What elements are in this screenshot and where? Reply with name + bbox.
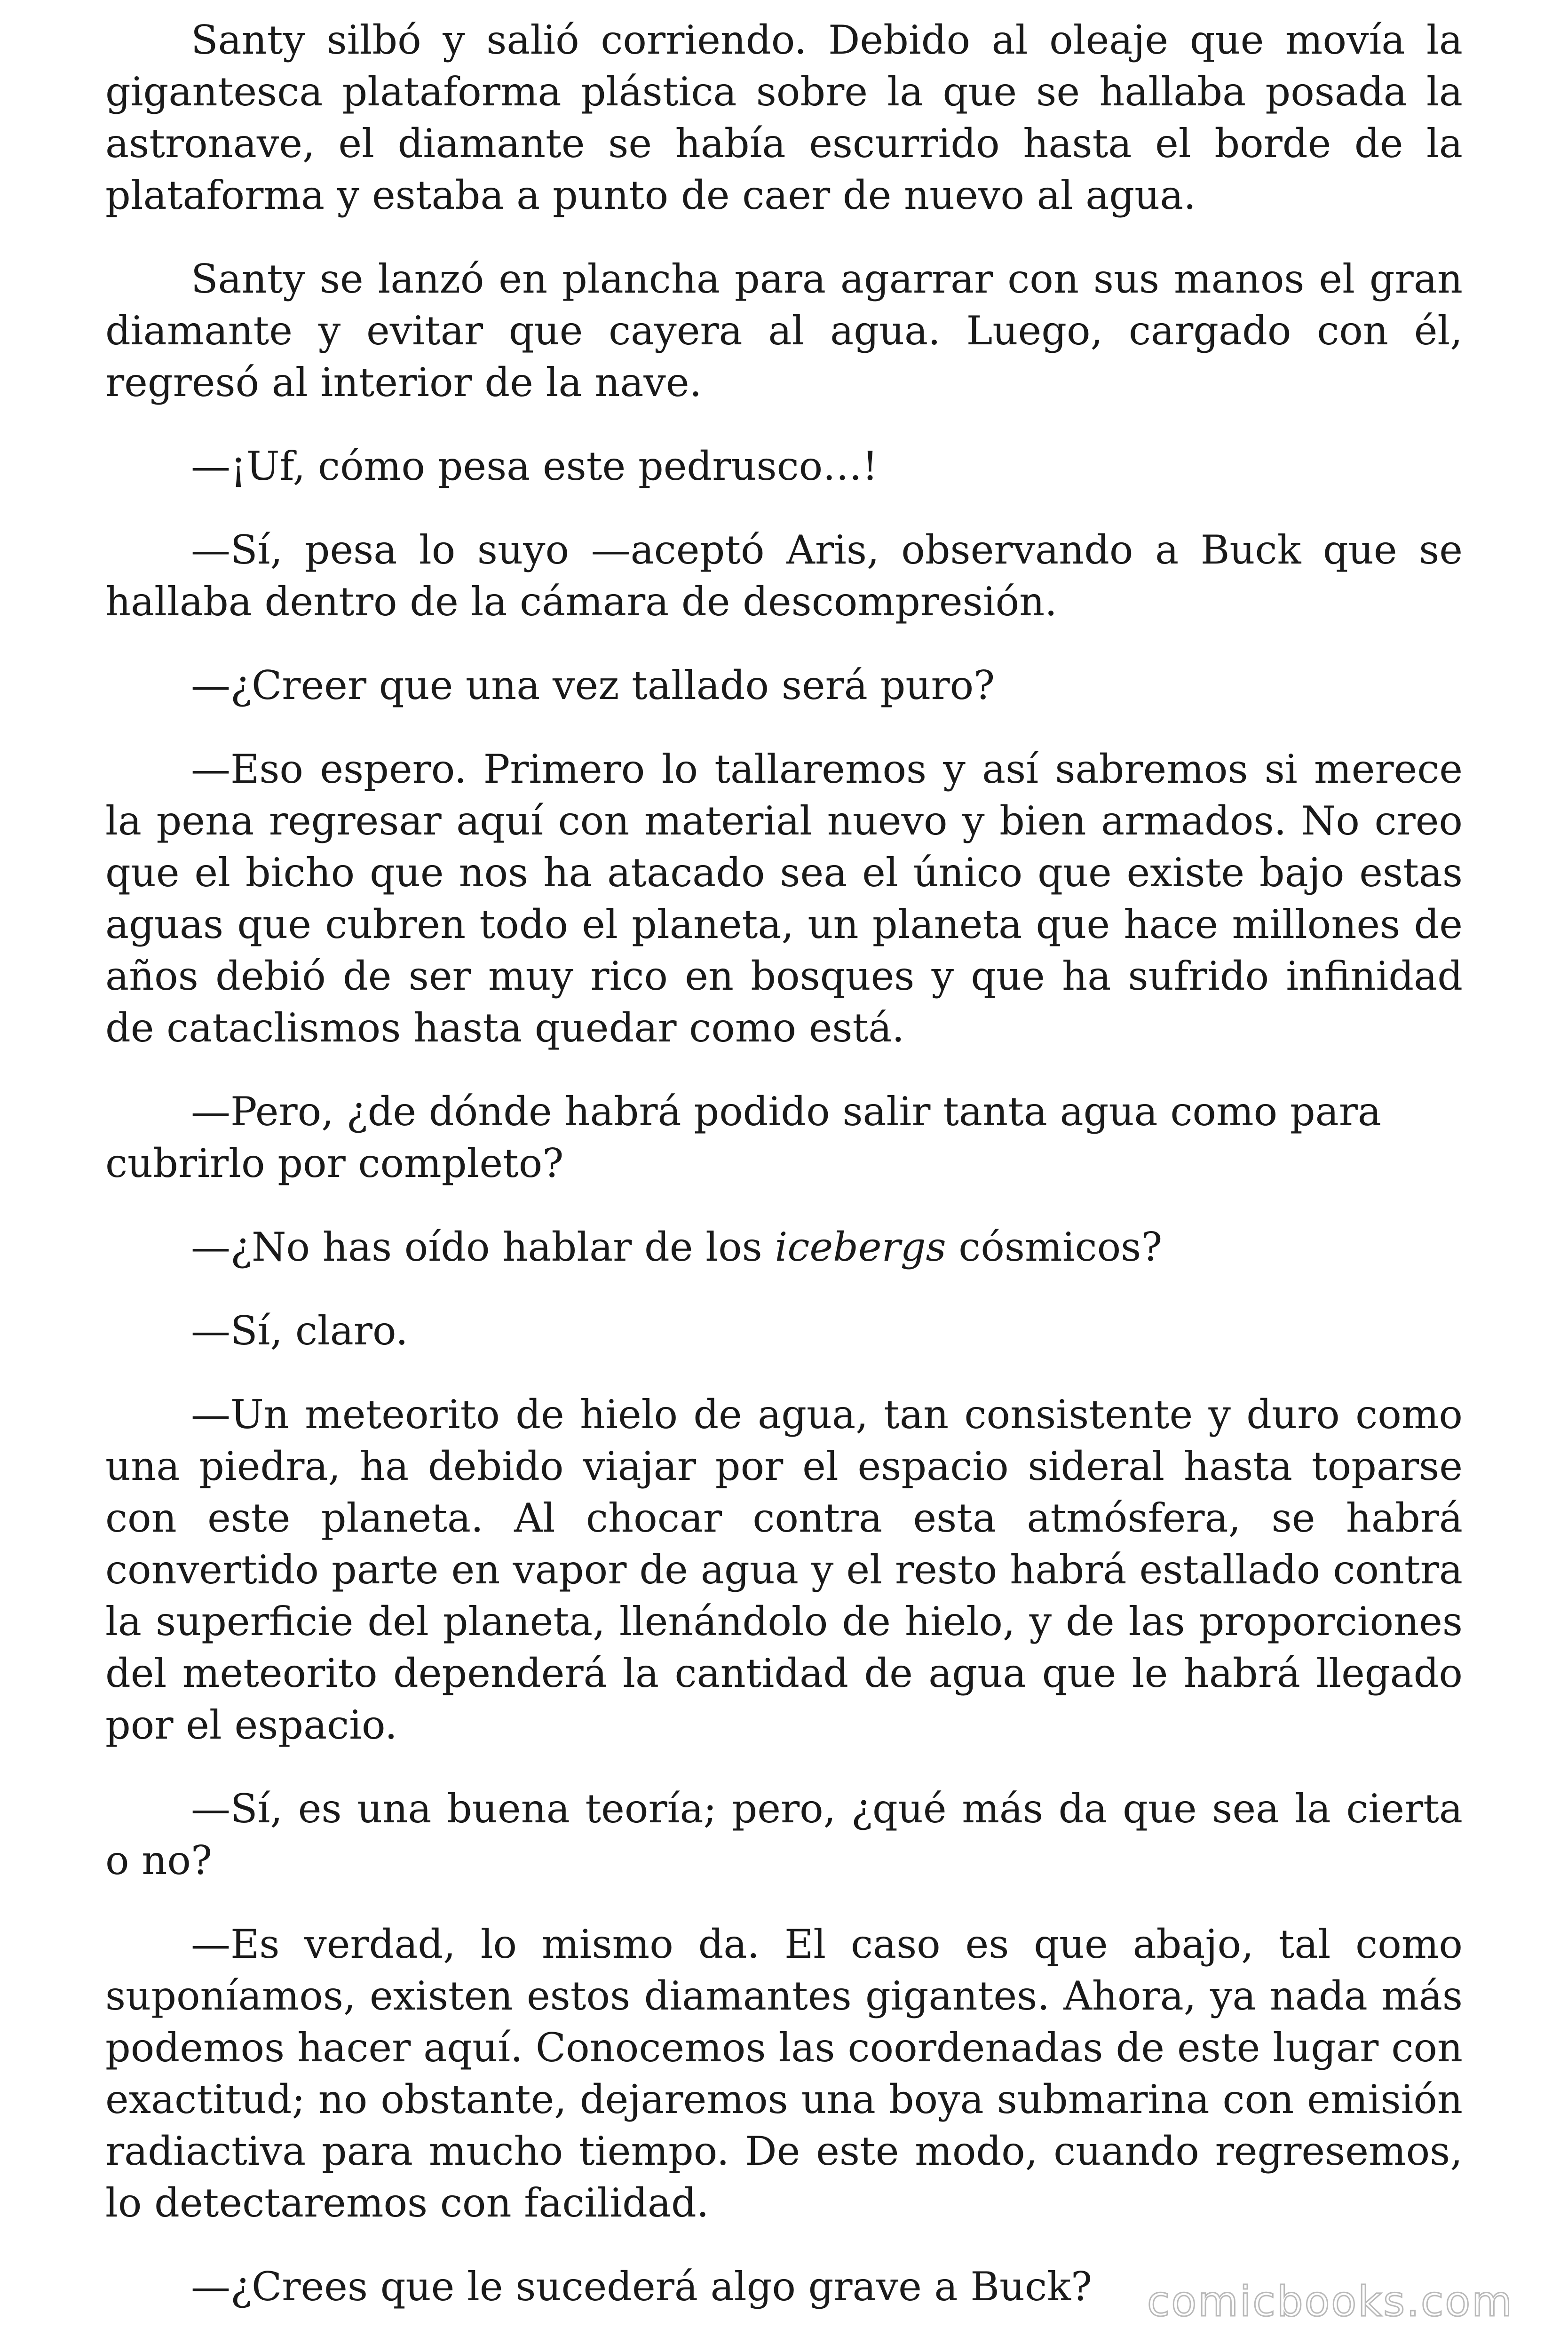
dialogue-line: —Es verdad, lo mismo da. El caso es que abajo, tal como suponíamos, existen estos diamantes gigantes. Ahora, ya nada más podemos hacer aquí. Conocemos las coordenadas de este lugar con exactitud; no obstante, dejaremos una boya submarina con emisión radiactiva para mucho tiempo. De este modo, cuando regresemos, lo detectaremos con facilidad.	[105, 1921, 1463, 2226]
dialogue-line: —Pero, ¿de dónde habrá podido salir tanta agua como para cubrirlo por completo?	[105, 1089, 1381, 1186]
dialogue-line: —¿Creer que una vez tallado será puro?	[191, 662, 995, 708]
dialogue-text: cósmicos?	[946, 1224, 1163, 1270]
dialogue-line: —Un meteorito de hielo de agua, tan consistente y duro como una piedra, ha debido viajar por el espacio sideral hasta toparse con este planeta. Al chocar contra esta atmósfera, se habrá convertido parte en vapor de agua y el resto habrá estallado contra la superficie del planeta, llenándolo de hielo, y de las proporciones del meteorito dependerá la cantidad de agua que le habrá llegado por el espacio.	[105, 1391, 1463, 1748]
paragraph: Santy se lanzó en plancha para agarrar con sus manos el gran diamante y evitar que cayera al agua. Luego, cargado con él, regresó al interior de la nave.	[105, 256, 1463, 405]
dialogue-text: —¿No has oído hablar de los	[191, 1224, 775, 1270]
dialogue-line: —Eso espero. Primero lo tallaremos y así sabremos si merece la pena regresar aquí con material nuevo y bien armados. No creo que el bicho que nos ha atacado sea el único que existe bajo estas aguas que cubren todo el planeta, un planeta que hace millones de años debió de ser muy rico en bosques y que ha sufrido infinidad de cataclismos hasta quedar como está.	[105, 746, 1463, 1051]
italic-term: icebergs	[775, 1224, 946, 1270]
dialogue-line: —Sí, es una buena teoría; pero, ¿qué más da que sea la cierta o no?	[105, 1786, 1463, 1883]
book-page	[105, 14, 1463, 2344]
dialogue-line: —¿Crees que le sucederá algo grave a Buck?	[191, 2264, 1093, 2310]
dialogue-line: —Sí, pesa lo suyo —aceptó Aris, observando a Buck que se hallaba dentro de la cámara de descompresión.	[105, 527, 1463, 625]
dialogue-line	[105, 1221, 1463, 1273]
dialogue-line: —Sí, claro.	[191, 1308, 408, 1354]
paragraph: Santy silbó y salió corriendo. Debido al oleaje que movía la gigantesca plataforma plástica sobre la que se hallaba posada la astronave, el diamante se había escurrido hasta el borde de la plataforma y estaba a punto de caer de nuevo al agua.	[105, 17, 1463, 218]
dialogue-line: —¡Uf, cómo pesa este pedrusco…!	[191, 443, 878, 489]
watermark-logo: comicbooks.com	[1147, 2277, 1513, 2326]
